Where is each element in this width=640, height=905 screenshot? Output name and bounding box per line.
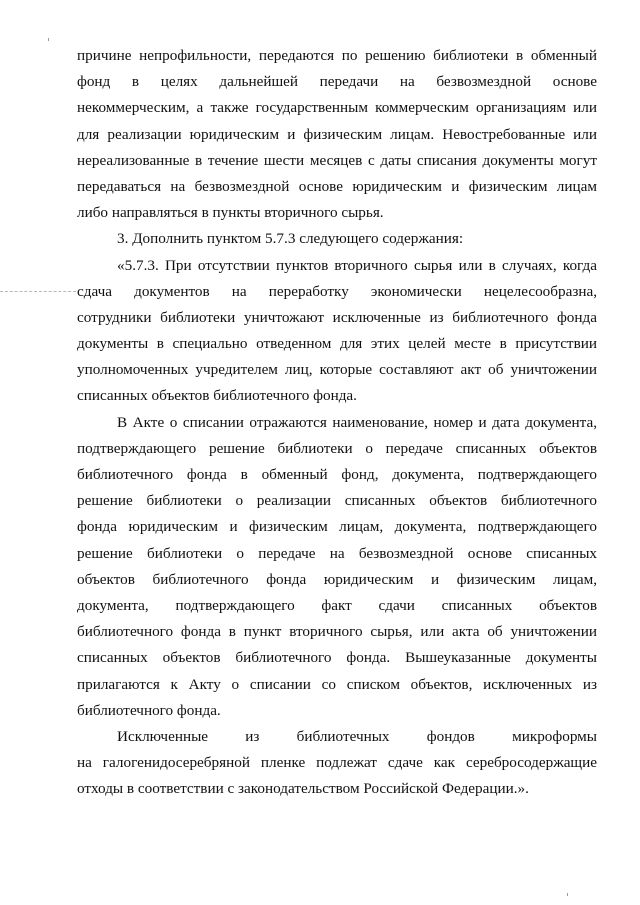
document-body: [77, 43, 597, 802]
text-line: на галогенидосеребряной пленке подлежат сдаче как серебросодержащие: [77, 754, 597, 772]
text-line: подтверждающего решение библиотеки о передаче списанных объектов: [77, 439, 597, 457]
text-line: отходы в соответствии с законодательством Российской Федерации.».: [77, 780, 529, 798]
text-line: сдача документов на переработку экономически нецелесообразна,: [77, 282, 597, 300]
text-line: передаваться на безвозмездной основе юридическим и физическим лицам: [77, 177, 597, 195]
text-line: либо направляться в пункты вторичного сырья.: [77, 204, 384, 222]
text-line: фонда юридическим и физическим лицам, документа, подтверждающего: [77, 518, 597, 536]
text-line: объектов библиотечного фонда юридическим и физическим лицам,: [77, 570, 597, 588]
text-line: решение библиотеки о реализации списанных объектов библиотечного: [77, 492, 597, 510]
text-line: библиотечного фонда.: [77, 701, 221, 719]
text-line: уполномоченных учредителем лиц, которые составляют акт об уничтожении: [77, 361, 597, 379]
text-line: В Акте о списании отражаются наименование, номер и дата документа,: [117, 413, 597, 431]
text-line: библиотечного фонда в обменный фонд, документа, подтверждающего: [77, 466, 597, 483]
text-line: решение библиотеки о передаче на безвозмездной основе списанных: [77, 544, 597, 562]
text-line: причине непрофильности, передаются по решению библиотеки в обменный: [77, 47, 597, 64]
text-line: списанных объектов библиотечного фонда. Вышеуказанные документы: [77, 649, 597, 667]
text-line: документа, подтверждающего факт сдачи списанных объектов: [77, 596, 597, 614]
scan-speck: [48, 38, 49, 41]
scan-speck: [567, 893, 568, 896]
text-line: списанных объектов библиотечного фонда.: [77, 387, 357, 405]
text-line: сотрудники библиотеки уничтожают исключенные из библиотечного фонда: [77, 308, 597, 326]
text-line: «5.7.3. При отсутствии пунктов вторичного сырья или в случаях, когда: [117, 256, 597, 274]
text-line: нереализованные в течение шести месяцев с даты списания документы могут: [77, 151, 597, 169]
text-line: документы в специально отведенном для этих целей месте в присутствии: [77, 335, 597, 353]
text-line: некоммерческим, а также государственным коммерческим организациям или: [77, 99, 597, 117]
text-line: прилагаются к Акту о списании со списком объектов, исключенных из: [77, 675, 597, 693]
text-line: Исключенные из библиотечных фондов микроформы: [117, 727, 597, 745]
scan-dashed-line: [0, 291, 76, 292]
text-line: фонд в целях дальнейшей передачи на безвозмездной основе: [77, 73, 597, 91]
text-line: библиотечного фонда в пункт вторичного сырья, или акта об уничтожении: [77, 623, 597, 641]
text-line: 3. Дополнить пунктом 5.7.3 следующего содержания:: [117, 230, 464, 248]
text-line: для реализации юридическим и физическим лицам. Невостребованные или: [77, 125, 597, 143]
